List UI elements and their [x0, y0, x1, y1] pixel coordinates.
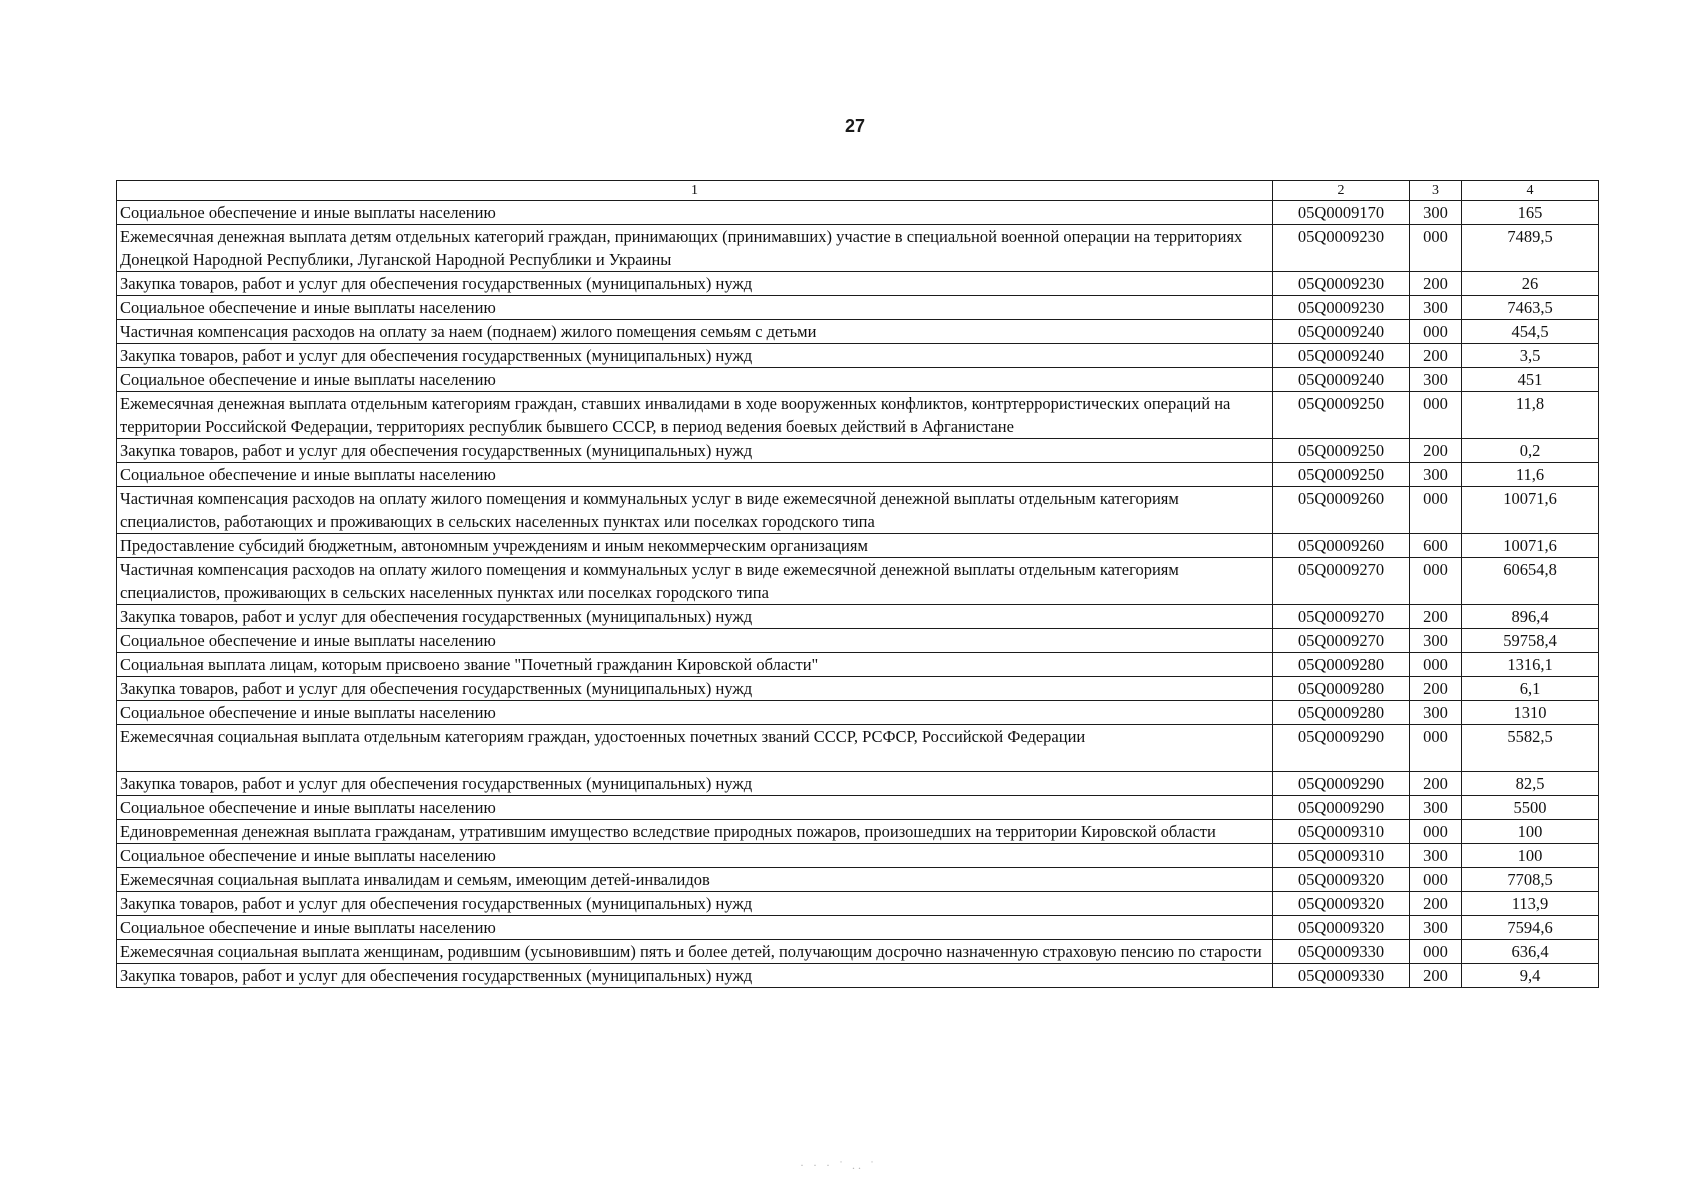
row-sum: 1316,1 — [1462, 653, 1599, 677]
table-row — [117, 916, 1599, 940]
row-type: 300 — [1410, 629, 1462, 653]
table-row — [117, 201, 1599, 225]
row-sum: 1310 — [1462, 701, 1599, 725]
row-name: Единовременная денежная выплата гражданам, утратившим имущество вследствие природных пожаров, произошедших на территории Кировской области — [117, 820, 1273, 844]
row-name: Закупка товаров, работ и услуг для обеспечения государственных (муниципальных) нужд — [117, 892, 1273, 916]
row-type: 000 — [1410, 558, 1462, 605]
row-sum: 451 — [1462, 368, 1599, 392]
row-code: 05Q0009260 — [1273, 487, 1410, 534]
row-name: Социальная выплата лицам, которым присвоено звание "Почетный гражданин Кировской области" — [117, 653, 1273, 677]
row-type: 000 — [1410, 653, 1462, 677]
table-row — [117, 344, 1599, 368]
row-name: Социальное обеспечение и иные выплаты населению — [117, 296, 1273, 320]
row-sum: 60654,8 — [1462, 558, 1599, 605]
row-type: 000 — [1410, 225, 1462, 272]
row-sum: 165 — [1462, 201, 1599, 225]
row-code: 05Q0009310 — [1273, 844, 1410, 868]
table-row — [117, 964, 1599, 988]
row-code: 05Q0009280 — [1273, 677, 1410, 701]
column-header-type: 3 — [1410, 181, 1462, 201]
row-sum: 10071,6 — [1462, 487, 1599, 534]
table-row — [117, 940, 1599, 964]
row-type: 300 — [1410, 844, 1462, 868]
row-name: Ежемесячная социальная выплата инвалидам и семьям, имеющим детей-инвалидов — [117, 868, 1273, 892]
row-type: 200 — [1410, 344, 1462, 368]
row-name: Частичная компенсация расходов на оплату жилого помещения и коммунальных услуг в виде ежемесячной денежной выплаты отдельным категориям специалистов, проживающих в сельских населенных пунктах или поселках городского типа — [117, 558, 1273, 605]
budget-table — [116, 180, 1599, 988]
table-row — [117, 534, 1599, 558]
row-code: 05Q0009270 — [1273, 605, 1410, 629]
row-name: Закупка товаров, работ и услуг для обеспечения государственных (муниципальных) нужд — [117, 272, 1273, 296]
table-row — [117, 772, 1599, 796]
table-row — [117, 392, 1599, 439]
row-type: 600 — [1410, 534, 1462, 558]
table-row — [117, 725, 1599, 772]
row-name: Социальное обеспечение и иные выплаты населению — [117, 701, 1273, 725]
row-sum: 3,5 — [1462, 344, 1599, 368]
table-body — [117, 201, 1599, 988]
row-type: 300 — [1410, 201, 1462, 225]
row-code: 05Q0009290 — [1273, 725, 1410, 772]
row-code: 05Q0009250 — [1273, 463, 1410, 487]
row-type: 000 — [1410, 725, 1462, 772]
table-row — [117, 701, 1599, 725]
row-code: 05Q0009290 — [1273, 772, 1410, 796]
table-row — [117, 320, 1599, 344]
row-code: 05Q0009230 — [1273, 296, 1410, 320]
row-name: Социальное обеспечение и иные выплаты населению — [117, 463, 1273, 487]
row-sum: 11,6 — [1462, 463, 1599, 487]
row-code: 05Q0009240 — [1273, 320, 1410, 344]
row-code: 05Q0009260 — [1273, 534, 1410, 558]
row-name: Социальное обеспечение и иные выплаты населению — [117, 368, 1273, 392]
row-name: Закупка товаров, работ и услуг для обеспечения государственных (муниципальных) нужд — [117, 772, 1273, 796]
row-type: 200 — [1410, 605, 1462, 629]
table-row — [117, 487, 1599, 534]
row-code: 05Q0009320 — [1273, 892, 1410, 916]
row-type: 300 — [1410, 916, 1462, 940]
table-row — [117, 463, 1599, 487]
row-code: 05Q0009240 — [1273, 344, 1410, 368]
table-row — [117, 605, 1599, 629]
row-sum: 113,9 — [1462, 892, 1599, 916]
scan-noise-mark: · · · ˙ .. ˙ — [800, 1158, 877, 1172]
table-row — [117, 225, 1599, 272]
row-name: Закупка товаров, работ и услуг для обеспечения государственных (муниципальных) нужд — [117, 605, 1273, 629]
row-name: Социальное обеспечение и иные выплаты населению — [117, 916, 1273, 940]
table-row — [117, 844, 1599, 868]
row-name: Социальное обеспечение и иные выплаты населению — [117, 629, 1273, 653]
row-sum: 7463,5 — [1462, 296, 1599, 320]
row-type: 000 — [1410, 487, 1462, 534]
row-sum: 6,1 — [1462, 677, 1599, 701]
page-number: 27 — [844, 116, 866, 136]
row-name: Закупка товаров, работ и услуг для обеспечения государственных (муниципальных) нужд — [117, 439, 1273, 463]
row-sum: 7708,5 — [1462, 868, 1599, 892]
row-sum: 5500 — [1462, 796, 1599, 820]
row-type: 000 — [1410, 940, 1462, 964]
row-sum: 7489,5 — [1462, 225, 1599, 272]
row-name: Социальное обеспечение и иные выплаты населению — [117, 201, 1273, 225]
row-sum: 10071,6 — [1462, 534, 1599, 558]
table-row — [117, 439, 1599, 463]
row-name: Закупка товаров, работ и услуг для обеспечения государственных (муниципальных) нужд — [117, 344, 1273, 368]
table-row — [117, 677, 1599, 701]
table-row — [117, 796, 1599, 820]
table-row — [117, 892, 1599, 916]
row-sum: 7594,6 — [1462, 916, 1599, 940]
row-code: 05Q0009270 — [1273, 558, 1410, 605]
row-name: Частичная компенсация расходов на оплату жилого помещения и коммунальных услуг в виде ежемесячной денежной выплаты отдельным категориям специалистов, работающих и проживающих в сельских населенных пунктах или поселках городского типа — [117, 487, 1273, 534]
row-type: 200 — [1410, 772, 1462, 796]
row-sum: 26 — [1462, 272, 1599, 296]
row-code: 05Q0009230 — [1273, 225, 1410, 272]
row-code: 05Q0009280 — [1273, 653, 1410, 677]
row-code: 05Q0009280 — [1273, 701, 1410, 725]
table-header — [117, 181, 1599, 201]
row-type: 200 — [1410, 964, 1462, 988]
row-code: 05Q0009270 — [1273, 629, 1410, 653]
table-row — [117, 868, 1599, 892]
row-type: 200 — [1410, 439, 1462, 463]
row-sum: 100 — [1462, 844, 1599, 868]
row-code: 05Q0009320 — [1273, 916, 1410, 940]
row-type: 200 — [1410, 272, 1462, 296]
row-code: 05Q0009250 — [1273, 392, 1410, 439]
row-type: 000 — [1410, 320, 1462, 344]
row-name: Предоставление субсидий бюджетным, автономным учреждениям и иным некоммерческим организациям — [117, 534, 1273, 558]
row-sum: 896,4 — [1462, 605, 1599, 629]
table-row — [117, 653, 1599, 677]
table-row — [117, 368, 1599, 392]
column-header-sum: 4 — [1462, 181, 1599, 201]
row-name: Ежемесячная социальная выплата женщинам, родившим (усыновившим) пять и более детей, получающим досрочно назначенную страховую пенсию по старости — [117, 940, 1273, 964]
row-name: Социальное обеспечение и иные выплаты населению — [117, 796, 1273, 820]
row-code: 05Q0009230 — [1273, 272, 1410, 296]
row-type: 300 — [1410, 296, 1462, 320]
column-header-name: 1 — [117, 181, 1273, 201]
column-header-code: 2 — [1273, 181, 1410, 201]
row-code: 05Q0009320 — [1273, 868, 1410, 892]
row-sum: 59758,4 — [1462, 629, 1599, 653]
row-code: 05Q0009290 — [1273, 796, 1410, 820]
row-type: 300 — [1410, 701, 1462, 725]
row-type: 000 — [1410, 820, 1462, 844]
row-sum: 9,4 — [1462, 964, 1599, 988]
row-code: 05Q0009250 — [1273, 439, 1410, 463]
row-type: 000 — [1410, 868, 1462, 892]
row-sum: 636,4 — [1462, 940, 1599, 964]
row-name: Социальное обеспечение и иные выплаты населению — [117, 844, 1273, 868]
table-row — [117, 558, 1599, 605]
row-name: Ежемесячная денежная выплата отдельным категориям граждан, ставших инвалидами в ходе вооруженных конфликтов, контртеррористических операций на территории Российской Федерации, территориях республик бывшего СССР, в период ведения боевых действий в Афганистане — [117, 392, 1273, 439]
table-row — [117, 820, 1599, 844]
row-sum: 454,5 — [1462, 320, 1599, 344]
row-sum: 5582,5 — [1462, 725, 1599, 772]
table-row — [117, 629, 1599, 653]
row-name: Ежемесячная социальная выплата отдельным категориям граждан, удостоенных почетных званий СССР, РСФСР, Российской Федерации — [117, 725, 1273, 772]
row-code: 05Q0009170 — [1273, 201, 1410, 225]
row-sum: 100 — [1462, 820, 1599, 844]
row-type: 300 — [1410, 368, 1462, 392]
row-type: 000 — [1410, 392, 1462, 439]
row-sum: 0,2 — [1462, 439, 1599, 463]
row-name: Закупка товаров, работ и услуг для обеспечения государственных (муниципальных) нужд — [117, 677, 1273, 701]
row-type: 300 — [1410, 796, 1462, 820]
row-code: 05Q0009330 — [1273, 940, 1410, 964]
row-type: 200 — [1410, 677, 1462, 701]
row-sum: 11,8 — [1462, 392, 1599, 439]
header-row — [117, 181, 1599, 201]
row-sum: 82,5 — [1462, 772, 1599, 796]
row-name: Частичная компенсация расходов на оплату за наем (поднаем) жилого помещения семьям с детьми — [117, 320, 1273, 344]
row-name: Закупка товаров, работ и услуг для обеспечения государственных (муниципальных) нужд — [117, 964, 1273, 988]
row-type: 300 — [1410, 463, 1462, 487]
row-code: 05Q0009330 — [1273, 964, 1410, 988]
row-code: 05Q0009240 — [1273, 368, 1410, 392]
table-row — [117, 272, 1599, 296]
table-row — [117, 296, 1599, 320]
row-type: 200 — [1410, 892, 1462, 916]
row-code: 05Q0009310 — [1273, 820, 1410, 844]
row-name: Ежемесячная денежная выплата детям отдельных категорий граждан, принимающих (принимавших) участие в специальной военной операции на территориях Донецкой Народной Республики, Луганской Народной Республики и Украины — [117, 225, 1273, 272]
